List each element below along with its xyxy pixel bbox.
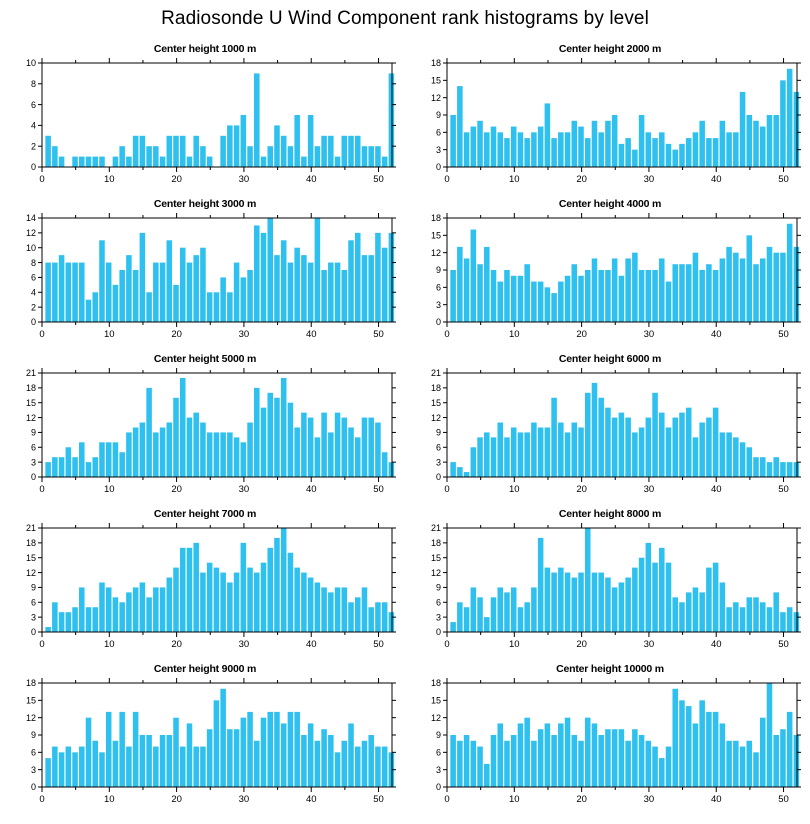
svg-text:6: 6 xyxy=(30,442,36,453)
svg-text:30: 30 xyxy=(643,329,655,340)
svg-text:30: 30 xyxy=(238,174,250,185)
svg-text:10: 10 xyxy=(104,484,115,495)
panel-title: Center height 10000 m xyxy=(556,663,664,675)
svg-text:40: 40 xyxy=(710,174,722,185)
svg-text:10: 10 xyxy=(509,794,520,805)
svg-text:12: 12 xyxy=(25,712,36,723)
svg-text:0: 0 xyxy=(39,639,45,650)
plot-area xyxy=(10,214,400,344)
svg-text:3: 3 xyxy=(435,299,441,310)
svg-text:3: 3 xyxy=(30,612,36,623)
svg-text:4: 4 xyxy=(30,120,36,131)
svg-text:14: 14 xyxy=(25,213,36,224)
svg-text:50: 50 xyxy=(373,174,384,185)
panel-title: Center height 9000 m xyxy=(153,663,257,675)
svg-text:6: 6 xyxy=(30,597,36,608)
svg-text:0: 0 xyxy=(39,484,45,495)
svg-text:12: 12 xyxy=(25,567,36,578)
svg-text:3: 3 xyxy=(30,764,36,775)
svg-text:3: 3 xyxy=(30,457,36,468)
svg-text:15: 15 xyxy=(430,230,441,241)
svg-text:20: 20 xyxy=(576,329,587,340)
panel-1000m xyxy=(10,43,400,195)
svg-text:10: 10 xyxy=(509,329,520,340)
svg-text:12: 12 xyxy=(25,412,36,423)
svg-text:30: 30 xyxy=(238,794,250,805)
svg-text:12: 12 xyxy=(430,567,441,578)
svg-text:4: 4 xyxy=(30,287,36,298)
svg-text:15: 15 xyxy=(430,552,441,563)
svg-text:21: 21 xyxy=(25,523,36,534)
svg-text:12: 12 xyxy=(430,712,441,723)
panel-title: Center height 6000 m xyxy=(558,353,662,365)
svg-text:9: 9 xyxy=(30,582,36,593)
svg-text:0: 0 xyxy=(435,782,441,793)
svg-text:20: 20 xyxy=(576,794,587,805)
svg-text:3: 3 xyxy=(435,764,441,775)
svg-text:8: 8 xyxy=(30,257,36,268)
svg-text:6: 6 xyxy=(435,127,441,138)
svg-text:9: 9 xyxy=(30,730,36,741)
svg-text:0: 0 xyxy=(39,329,45,340)
svg-text:9: 9 xyxy=(435,265,441,276)
svg-text:40: 40 xyxy=(710,794,722,805)
svg-text:10: 10 xyxy=(509,484,520,495)
svg-text:6: 6 xyxy=(30,99,36,110)
panel-4000m xyxy=(415,198,805,350)
panel-6000m xyxy=(415,353,805,505)
plot-area xyxy=(10,524,400,654)
svg-text:0: 0 xyxy=(444,329,450,340)
svg-text:18: 18 xyxy=(430,383,441,394)
svg-text:0: 0 xyxy=(444,484,450,495)
svg-text:6: 6 xyxy=(30,747,36,758)
svg-text:40: 40 xyxy=(710,639,722,650)
svg-text:8: 8 xyxy=(30,79,36,89)
svg-text:15: 15 xyxy=(25,552,36,563)
svg-text:6: 6 xyxy=(435,442,441,453)
svg-text:15: 15 xyxy=(430,75,441,86)
svg-text:3: 3 xyxy=(435,144,441,155)
panel-title: Center height 8000 m xyxy=(558,508,662,520)
svg-text:0: 0 xyxy=(39,794,45,805)
svg-text:10: 10 xyxy=(104,794,115,805)
svg-text:10: 10 xyxy=(25,242,36,253)
svg-text:21: 21 xyxy=(25,368,36,379)
svg-text:0: 0 xyxy=(30,472,36,483)
page-title: Radiosonde U Wind Component rank histograms by level xyxy=(161,8,649,29)
svg-text:40: 40 xyxy=(305,484,317,495)
svg-text:9: 9 xyxy=(435,110,441,121)
svg-text:40: 40 xyxy=(305,329,317,340)
panel-3000m xyxy=(10,198,400,350)
svg-text:20: 20 xyxy=(576,639,587,650)
svg-text:0: 0 xyxy=(435,162,441,173)
svg-text:12: 12 xyxy=(430,92,441,103)
svg-text:10: 10 xyxy=(104,174,115,185)
svg-text:10: 10 xyxy=(104,329,115,340)
svg-text:18: 18 xyxy=(430,678,441,689)
panel-8000m xyxy=(415,508,805,660)
svg-text:50: 50 xyxy=(778,329,789,340)
svg-text:30: 30 xyxy=(643,484,655,495)
svg-text:40: 40 xyxy=(305,794,317,805)
panel-title: Center height 4000 m xyxy=(558,198,662,210)
svg-text:10: 10 xyxy=(104,639,115,650)
svg-text:18: 18 xyxy=(430,538,441,549)
plot-area xyxy=(10,679,400,809)
svg-text:50: 50 xyxy=(373,794,384,805)
svg-text:0: 0 xyxy=(435,627,441,638)
plot-area xyxy=(415,369,805,499)
plot-area xyxy=(10,59,400,189)
svg-text:20: 20 xyxy=(171,174,182,185)
svg-text:0: 0 xyxy=(435,317,441,328)
svg-text:30: 30 xyxy=(238,484,250,495)
panel-10000m xyxy=(415,663,805,815)
svg-text:10: 10 xyxy=(25,58,36,69)
svg-text:2: 2 xyxy=(30,141,36,152)
panel-9000m xyxy=(10,663,400,815)
svg-text:50: 50 xyxy=(778,794,789,805)
panel-title: Center height 1000 m xyxy=(153,43,257,55)
svg-text:30: 30 xyxy=(643,794,655,805)
plot-area xyxy=(415,214,805,344)
svg-text:30: 30 xyxy=(643,174,655,185)
svg-text:18: 18 xyxy=(25,383,36,394)
svg-text:0: 0 xyxy=(30,627,36,638)
panel-title: Center height 3000 m xyxy=(153,198,257,210)
svg-text:30: 30 xyxy=(238,639,250,650)
svg-text:30: 30 xyxy=(643,639,655,650)
panel-5000m xyxy=(10,353,400,505)
svg-text:0: 0 xyxy=(30,162,36,173)
svg-text:21: 21 xyxy=(430,368,441,379)
svg-text:18: 18 xyxy=(25,678,36,689)
svg-text:20: 20 xyxy=(171,639,182,650)
svg-text:9: 9 xyxy=(435,730,441,741)
svg-text:0: 0 xyxy=(444,639,450,650)
svg-text:15: 15 xyxy=(25,695,36,706)
svg-text:15: 15 xyxy=(25,397,36,408)
svg-text:6: 6 xyxy=(435,747,441,758)
svg-text:30: 30 xyxy=(238,329,250,340)
svg-text:50: 50 xyxy=(373,329,384,340)
svg-text:0: 0 xyxy=(30,782,36,793)
svg-text:18: 18 xyxy=(430,213,441,224)
svg-text:21: 21 xyxy=(430,523,441,534)
svg-text:10: 10 xyxy=(509,639,520,650)
svg-text:18: 18 xyxy=(430,58,441,69)
svg-text:50: 50 xyxy=(778,639,789,650)
svg-text:6: 6 xyxy=(435,597,441,608)
svg-text:9: 9 xyxy=(30,427,36,438)
svg-text:0: 0 xyxy=(30,317,36,328)
svg-text:2: 2 xyxy=(30,302,36,313)
svg-text:3: 3 xyxy=(435,457,441,468)
svg-text:9: 9 xyxy=(435,427,441,438)
panel-title: Center height 2000 m xyxy=(558,43,662,55)
svg-text:6: 6 xyxy=(30,272,36,283)
svg-text:15: 15 xyxy=(430,397,441,408)
svg-text:0: 0 xyxy=(444,794,450,805)
svg-text:3: 3 xyxy=(435,612,441,623)
panel-7000m xyxy=(10,508,400,660)
svg-text:9: 9 xyxy=(435,582,441,593)
svg-text:0: 0 xyxy=(435,472,441,483)
svg-text:50: 50 xyxy=(778,484,789,495)
svg-text:50: 50 xyxy=(373,639,384,650)
svg-text:50: 50 xyxy=(778,174,789,185)
panel-2000m xyxy=(415,43,805,195)
panel-title: Center height 7000 m xyxy=(153,508,257,520)
plot-area xyxy=(415,679,805,809)
plot-area xyxy=(415,59,805,189)
svg-text:20: 20 xyxy=(576,484,587,495)
svg-text:40: 40 xyxy=(710,484,722,495)
svg-text:20: 20 xyxy=(576,174,587,185)
svg-text:12: 12 xyxy=(430,247,441,258)
svg-text:40: 40 xyxy=(305,174,317,185)
svg-text:12: 12 xyxy=(430,412,441,423)
svg-text:12: 12 xyxy=(25,228,36,239)
svg-text:20: 20 xyxy=(171,329,182,340)
svg-text:15: 15 xyxy=(430,695,441,706)
svg-text:6: 6 xyxy=(435,282,441,293)
svg-text:18: 18 xyxy=(25,538,36,549)
svg-text:50: 50 xyxy=(373,484,384,495)
plot-area xyxy=(10,369,400,499)
svg-text:10: 10 xyxy=(509,174,520,185)
svg-text:40: 40 xyxy=(710,329,722,340)
plot-area xyxy=(415,524,805,654)
svg-text:20: 20 xyxy=(171,794,182,805)
panel-title: Center height 5000 m xyxy=(153,353,257,365)
svg-text:0: 0 xyxy=(39,174,45,185)
svg-text:40: 40 xyxy=(305,639,317,650)
svg-text:0: 0 xyxy=(444,174,450,185)
svg-text:20: 20 xyxy=(171,484,182,495)
